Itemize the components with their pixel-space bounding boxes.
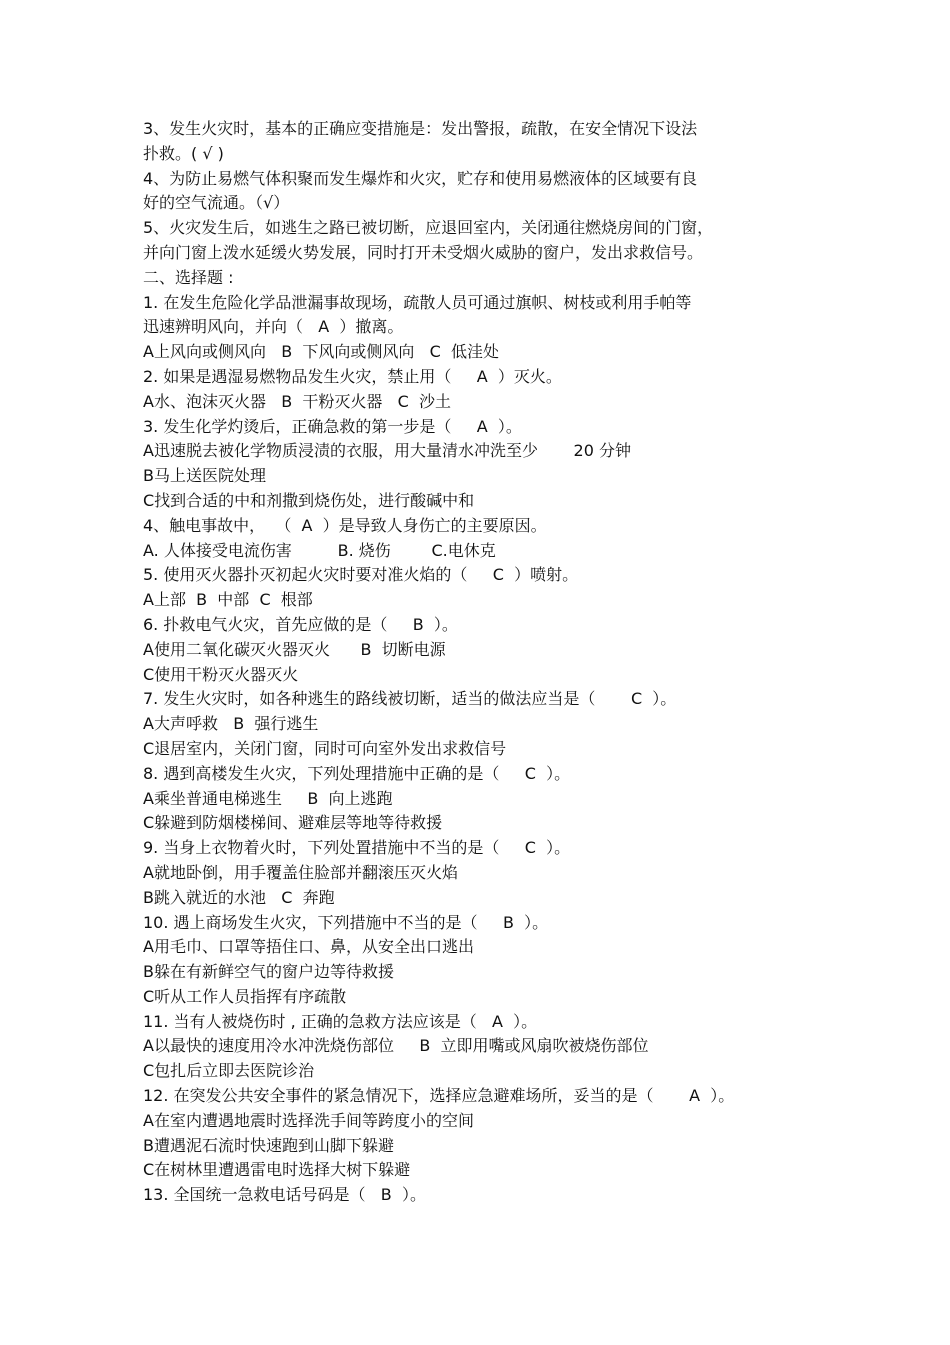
question-text: 4、触电事故中， （ A ）是导致人身伤亡的主要原因。 [143, 515, 547, 535]
answer-options: A上部 B 中部 C 根部 [143, 590, 313, 610]
answer-options: A水、泡沫灭火器 B 干粉灭火器 C 沙土 [143, 391, 451, 411]
text-line: 好的空气流通。（√） [143, 193, 290, 213]
answer-options: A上风向或侧风向 B 下风向或侧风向 C 低洼处 [143, 342, 499, 362]
text-line: 并向门窗上泼水延缓火势发展，同时打开未受烟火威胁的窗户，发出求救信号。 [143, 242, 704, 262]
answer-option: B躲在有新鲜空气的窗户边等待救援 [143, 962, 394, 982]
text-line: 4、为防止易燃气体积聚而发生爆炸和火灾，贮存和使用易燃液体的区域要有良 [143, 168, 698, 188]
answer-option: B马上送医院处理 [143, 466, 266, 486]
answer-options: A大声呼救 B 强行逃生 [143, 714, 319, 734]
question-text: 10. 遇上商场发生火灾，下列措施中不当的是（ B ）。 [143, 912, 549, 932]
answer-option: A用毛巾、口罩等捂住口、鼻，从安全出口逃出 [143, 937, 474, 957]
question-text: 9. 当身上衣物着火时，下列处置措施中不当的是（ C ）。 [143, 838, 571, 858]
text-line: 3、发生火灾时，基本的正确应变措施是：发出警报，疏散，在安全情况下设法 [143, 119, 698, 138]
text-line: 扑救。( √ ) [143, 143, 224, 163]
question-text: 12. 在突发公共安全事件的紧急情况下，选择应急避难场所，妥当的是（ A ）。 [143, 1086, 735, 1106]
answer-option: C使用干粉灭火器灭火 [143, 664, 299, 684]
question-text: 2. 如果是遇湿易燃物品发生火灾，禁止用（ A ）灭火。 [143, 366, 562, 386]
question-text: 7. 发生火灾时，如各种逃生的路线被切断，适当的做法应当是（ C ）。 [143, 689, 677, 709]
question-text: 1. 在发生危险化学品泄漏事故现场，疏散人员可通过旗帜、树枝或利用手帕等 [143, 292, 692, 312]
question-text: 5. 使用灭火器扑灭初起火灾时要对准火焰的（ C ）喷射。 [143, 565, 579, 585]
question-text: 3. 发生化学灼烫后，正确急救的第一步是（ A ）。 [143, 416, 522, 436]
answer-option: C在树林里遭遇雷电时选择大树下躲避 [143, 1160, 411, 1180]
answer-options: A以最快的速度用冷水冲洗烧伤部位 B 立即用嘴或风扇吹被烧伤部位 [143, 1036, 649, 1056]
answer-option: C退居室内，关闭门窗，同时可向室外发出求救信号 [143, 738, 507, 758]
answer-option: C躲避到防烟楼梯间、避难层等地等待救援 [143, 813, 443, 833]
question-text: 6. 扑救电气火灾，首先应做的是（ B ）。 [143, 614, 458, 634]
question-text: 13. 全国统一急救电话号码是（ B ）。 [143, 1185, 426, 1205]
answer-option: C找到合适的中和剂撒到烧伤处，进行酸碱中和 [143, 490, 475, 510]
document-page [143, 117, 933, 1208]
answer-options: A. 人体接受电流伤害 B. 烧伤 C.电休克 [143, 540, 496, 560]
answer-options: A乘坐普通电梯逃生 B 向上逃跑 [143, 788, 393, 808]
text-line: 5、火灾发生后，如逃生之路已被切断，应退回室内，关闭通往燃烧房间的门窗， [143, 218, 714, 238]
answer-option: A在室内遭遇地震时选择洗手间等跨度小的空间 [143, 1110, 474, 1130]
answer-option: A迅速脱去被化学物质浸渍的衣服，用大量清水冲洗至少 20 分钟 [143, 441, 631, 461]
answer-options: A使用二氧化碳灭火器灭火 B 切断电源 [143, 639, 446, 659]
section-heading: 二、选择题 : [143, 267, 234, 287]
answer-option: C包扎后立即去医院诊治 [143, 1061, 315, 1081]
question-text: 迅速辨明风向，并向（ A ）撤离。 [143, 317, 404, 337]
answer-option: C听从工作人员指挥有序疏散 [143, 986, 347, 1006]
answer-options: B跳入就近的水池 C 奔跑 [143, 887, 335, 907]
answer-option: A就地卧倒，用手覆盖住脸部并翻滚压灭火焰 [143, 862, 458, 882]
question-text: 11. 当有人被烧伤时 , 正确的急救方法应该是（ A ）。 [143, 1011, 538, 1031]
answer-option: B遭遇泥石流时快速跑到山脚下躲避 [143, 1135, 394, 1155]
question-text: 8. 遇到高楼发生火灾，下列处理措施中正确的是（ C ）。 [143, 763, 571, 783]
